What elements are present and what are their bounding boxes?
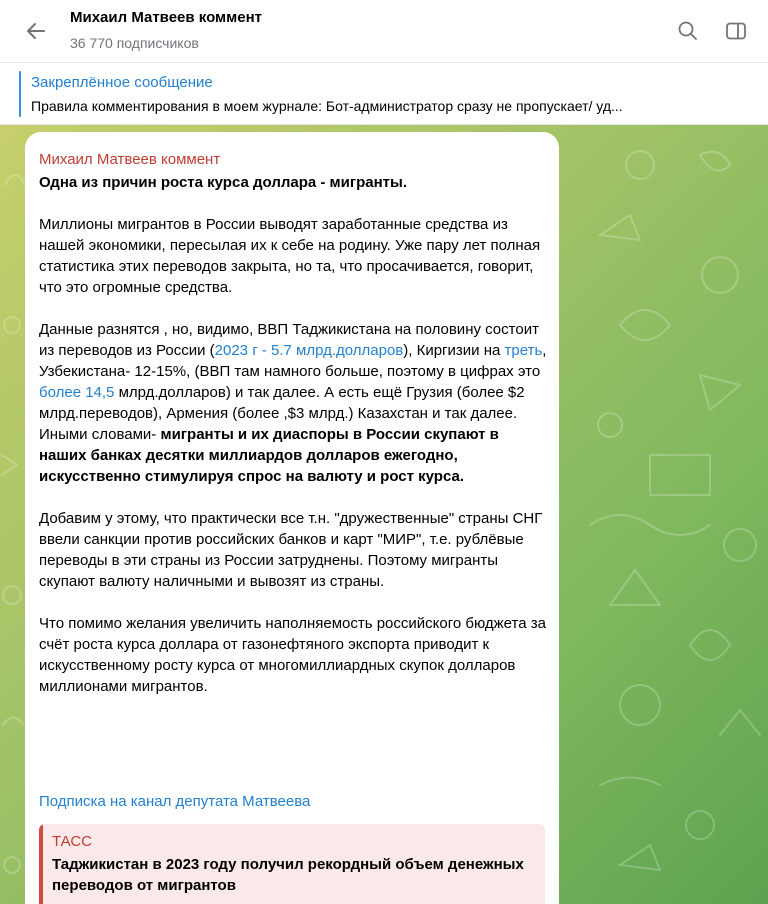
- search-icon: [677, 20, 699, 42]
- paragraph-3: Добавим у этому, что практически все т.н. "дружественные" страны СНГ ввели санкции против российских банков и карт "МИР", т.е. рублёвые переводы в эти страны из России затруднены. Поэтому мигранты скупают валюту наличными и вывозят из страны.: [39, 510, 543, 590]
- preview-accent-bar: [39, 824, 43, 904]
- pinned-text: Правила комментирования в моем журнале: Бот-администратор сразу не пропускает/ уд...: [31, 98, 623, 114]
- paragraph-4: Что помимо желания увеличить наполняемость российского бюджета за счёт роста курса доллара от газонефтяного экспорта приводит к искусственному росту курса от многомиллиардных скупок долларов миллионами мигрантов.: [39, 615, 546, 695]
- paragraph-2-bold: мигранты и их диаспоры в России скупают в наших банках десятки миллиардов долларов ежегодно, искусственно стимулируя спрос на валюту и рост курса.: [39, 426, 499, 485]
- subscriber-count: 36 770 подписчиков: [70, 35, 199, 51]
- link-uzbek-amount[interactable]: более 14,5: [39, 384, 115, 401]
- paragraph-2-text-b: ), Киргизии на: [403, 342, 505, 359]
- paragraph-2-text-a: Данные разнятся , но, видимо, ВВП Таджикистана на половину состоит из переводов из России (: [39, 321, 539, 359]
- preview-title: Таджикистан в 2023 году получил рекордный объем денежных переводов от мигрантов: [52, 856, 524, 894]
- pinned-indicator: [19, 71, 21, 117]
- pinned-message-bar[interactable]: [0, 63, 768, 125]
- chat-background: [0, 125, 768, 904]
- message-headline: Одна из причин роста курса доллара - мигранты.: [39, 174, 408, 191]
- link-kyrgyz-third[interactable]: треть: [504, 342, 543, 359]
- message-text: [39, 172, 549, 718]
- preview-site-name: ТАСС: [52, 833, 93, 850]
- subscribe-link[interactable]: Подписка на канал депутата Матвеева: [39, 793, 311, 810]
- arrow-left-icon: [25, 20, 47, 42]
- chat-header: [0, 0, 768, 63]
- link-tajik-remittances[interactable]: 2023 г - 5.7 млрд.долларов: [214, 342, 404, 359]
- link-preview[interactable]: [39, 824, 545, 904]
- message-bubble[interactable]: [25, 132, 559, 904]
- paragraph-2: [39, 319, 549, 487]
- sidebar-toggle-button[interactable]: [722, 17, 750, 45]
- paragraph-1: Миллионы мигрантов в России выводят заработанные средства из нашей экономики, пересылая их к себе на родину. Уже пару лет полная статистика этих переводов закрыта, но та, что просачивается, говорит, что это огромные средства.: [39, 216, 541, 296]
- back-button[interactable]: [22, 17, 50, 45]
- sidebar-toggle-icon: [725, 20, 747, 42]
- channel-title[interactable]: Михаил Матвеев коммент: [70, 9, 262, 26]
- paragraph-2-text-c: , Узбекистана- 12-15%, (ВВП там намного больше, поэтому в цифрах это: [39, 342, 547, 380]
- pinned-label: Закреплённое сообщение: [31, 74, 213, 91]
- paragraph-2-text-d: млрд.долларов) и так далее. А есть ещё Грузия (более $2 млрд.переводов), Армения (более ,$3 млрд.) Казахстан и так далее. Иными словами-: [39, 384, 525, 443]
- search-button[interactable]: [674, 17, 702, 45]
- message-author[interactable]: Михаил Матвеев коммент: [39, 151, 221, 168]
